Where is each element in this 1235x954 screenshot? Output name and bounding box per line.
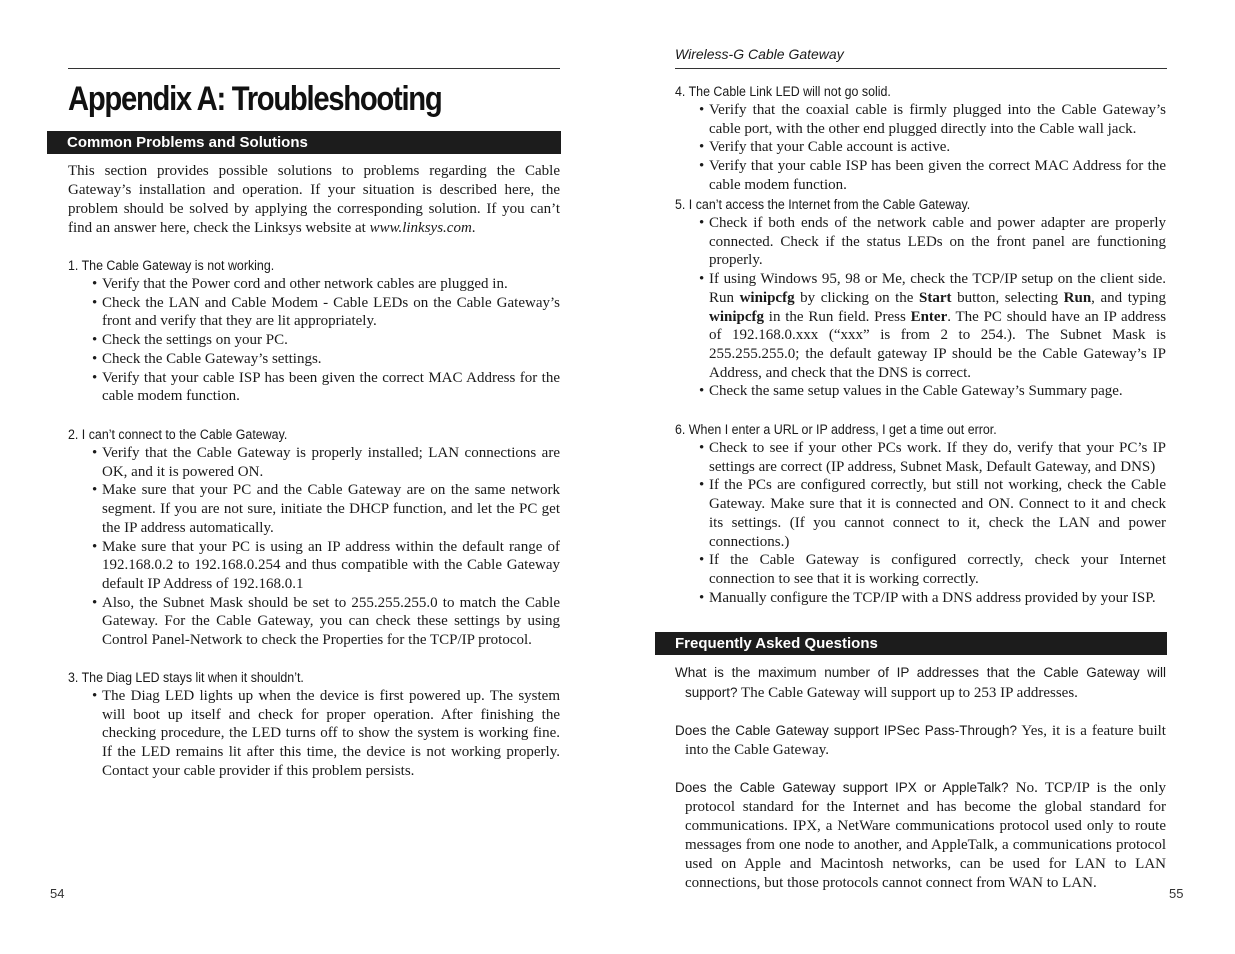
keyword-winipcfg: winipcfg xyxy=(709,308,765,325)
list-item: • Also, the Subnet Mask should be set to 255.255.255.0 to match the Cable Gateway. For the Cable Gateway, you can check these settings by using Control Panel-Network to check the Properties for the TCP/IP protocol. xyxy=(92,594,560,650)
problem-title: 6. When I enter a URL or IP address, I get a time out error. xyxy=(675,422,997,437)
faq-answer: Yes, it is a feature built into the Cable Gateway. xyxy=(685,723,1166,758)
list-item: • Verify that your Cable account is active. xyxy=(699,138,1166,157)
keyword-enter: Enter xyxy=(910,308,948,325)
problem-6 xyxy=(675,420,1166,607)
faq-question: Does the Cable Gateway support IPX or AppleTalk? xyxy=(675,780,1009,795)
list-item: • Verify that your cable ISP has been given the correct MAC Address for the cable modem function. xyxy=(699,157,1166,194)
problem-5 xyxy=(675,195,1166,401)
list-item: • Manually configure the TCP/IP with a DNS address provided by your ISP. xyxy=(699,589,1166,608)
problem-5-list xyxy=(675,214,1166,401)
list-item: • Check if both ends of the network cable and power adapter are properly connected. Check if the status LEDs on the front panel are functioning properly. xyxy=(699,214,1166,270)
text: button, selecting xyxy=(957,289,1059,306)
list-item: • Check the LAN and Cable Modem - Cable LEDs on the Cable Gateway’s front and verify that they are lit appropriately. xyxy=(92,294,560,331)
problem-1-list xyxy=(68,275,560,406)
problem-2 xyxy=(68,425,560,650)
list-item: • Make sure that your PC and the Cable Gateway are on the same network segment. If you are not sure, initiate the DHCP function, and let the PC get the IP address automatically. xyxy=(92,481,560,537)
faq-item xyxy=(675,663,1166,703)
page-number-left: 54 xyxy=(50,886,65,901)
keyword-run: Run xyxy=(1063,289,1092,306)
problem-title: 5. I can’t access the Internet from the Cable Gateway. xyxy=(675,197,971,212)
problem-3 xyxy=(68,668,560,781)
intro-text: This section provides possible solutions to problems regarding the Cable Gateway’s installation and operation. If your situation is described here, the problem should be solved by applying the corresponding solution. If you can’t find an answer here, check the Linksys website at xyxy=(68,163,560,236)
running-header: Wireless-G Cable Gateway xyxy=(675,46,844,62)
intro-paragraph-block xyxy=(68,162,560,238)
page-title: Appendix A: Troubleshooting xyxy=(68,80,442,118)
text: by clicking on the xyxy=(800,289,914,306)
keyword-winipcfg: winipcfg xyxy=(739,289,795,306)
problem-3-list xyxy=(68,687,560,781)
faq-answer: No. TCP/IP is the only protocol standard for the Internet and has become the global standard for communications. IPX, a NetWare communications protocol used only to route messages from one node to another, and AppleTalk, a communications protocol used on Apple and Macintosh networks, can be used for LAN to LAN connections, but those protocols cannot connect from WAN to LAN. xyxy=(685,780,1166,891)
problem-title: 1. The Cable Gateway is not working. xyxy=(68,258,275,273)
problem-6-list xyxy=(675,439,1166,607)
page-number-right: 55 xyxy=(1169,886,1184,901)
list-item: • Verify that the coaxial cable is firmly plugged into the Cable Gateway’s cable port, with the other end plugged directly into the Cable wall jack. xyxy=(699,101,1166,138)
faq-item xyxy=(675,778,1166,893)
list-item: • If the PCs are configured correctly, but still not working, check the Cable Gateway. Make sure that it is connected and ON. Connect to it and check its settings. (If you cannot connect to it, check the LAN and power connections.) xyxy=(699,476,1166,551)
list-item: • Verify that the Power cord and other network cables are plugged in. xyxy=(92,275,560,294)
faq-question: Does the Cable Gateway support IPSec Pass-Through? xyxy=(675,723,1017,738)
section-header-common-problems: Common Problems and Solutions xyxy=(47,131,561,154)
text: If using Windows 95, 98 or Me, check the TCP/IP setup on the client side. Run xyxy=(709,271,1166,306)
list-item: • Make sure that your PC is using an IP address within the default range of 192.168.0.2 to 192.168.0.254 and thus compatible with the Cable Gateway default IP Address of 192.168.0.1 xyxy=(92,538,560,594)
problem-4-list xyxy=(675,101,1166,195)
intro-paragraph xyxy=(68,162,560,238)
list-item: • The Diag LED lights up when the device is first powered up. The system will boot up itself and check for proper operation. After finishing the checking procedure, the LED turns off to show the system is working fine. If the LED remains lit after this time, the device is not working properly. Contact your cable provider if this problem persists. xyxy=(92,687,560,781)
list-item: • Verify that the Cable Gateway is properly installed; LAN connections are OK, and it is powered ON. xyxy=(92,444,560,481)
text: . The PC should have an IP address of 192.168.0.xxx (“xxx” is from 2 to 254.). The Subnet Mask is 255.255.255.0; the default gateway IP should be the Cable Gateway’s IP Address, and check that the DNS is correct. xyxy=(709,308,1167,381)
problem-title: 3. The Diag LED stays lit when it shouldn’t. xyxy=(68,670,304,685)
problem-title: 2. I can’t connect to the Cable Gateway. xyxy=(68,427,288,442)
faq-list xyxy=(675,663,1166,893)
linksys-website-link[interactable]: www.linksys.com xyxy=(369,220,472,236)
top-rule-right xyxy=(675,68,1167,69)
list-item-windows xyxy=(699,270,1166,382)
list-item: • Check to see if your other PCs work. If they do, verify that your PC’s IP settings are correct (IP address, Subnet Mask, Default Gateway, and DNS) xyxy=(699,439,1166,476)
text: , and typing xyxy=(1091,289,1167,306)
problem-1 xyxy=(68,256,560,406)
intro-end: . xyxy=(471,220,476,236)
problem-4 xyxy=(675,82,1166,195)
list-item: • Check the same setup values in the Cable Gateway’s Summary page. xyxy=(699,382,1166,401)
top-rule-left xyxy=(68,68,560,69)
list-item: • Check the Cable Gateway’s settings. xyxy=(92,350,560,369)
text: in the Run field. Press xyxy=(768,308,906,325)
keyword-start: Start xyxy=(919,289,952,306)
list-item: • Verify that your cable ISP has been given the correct MAC Address for the cable modem function. xyxy=(92,369,560,406)
faq-item xyxy=(675,721,1166,760)
section-header-faq: Frequently Asked Questions xyxy=(655,632,1167,655)
faq-answer: The Cable Gateway will support up to 253 IP addresses. xyxy=(741,685,1078,701)
faq-question: What is the maximum number of IP addresses that the Cable Gateway will support? xyxy=(675,665,1166,700)
list-item: • If the Cable Gateway is configured correctly, check your Internet connection to see that it is working correctly. xyxy=(699,551,1166,588)
problem-2-list xyxy=(68,444,560,650)
list-item: • Check the settings on your PC. xyxy=(92,331,560,350)
problem-title: 4. The Cable Link LED will not go solid. xyxy=(675,84,891,99)
